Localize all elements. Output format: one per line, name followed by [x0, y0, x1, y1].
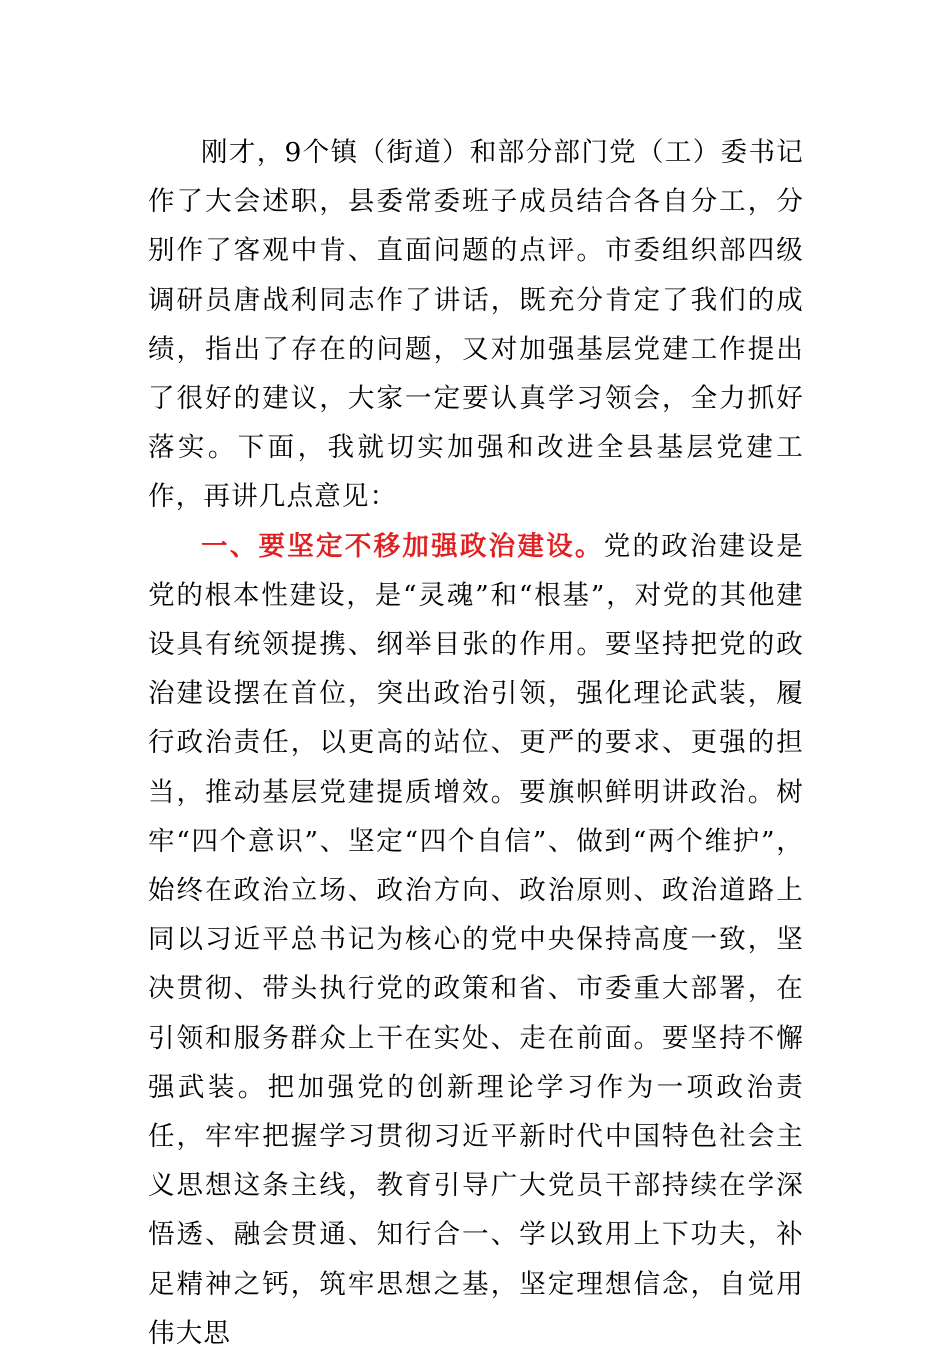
intro-paragraph [148, 128, 804, 522]
section-1-body: 党的政治建设是党的根本性建设，是“灵魂”和“根基”，对党的其他建设具有统领提携、纲举目张的作用。要坚持把党的政治建设摆在首位，突出政治引领，强化理论武装，履行政治责任，以更高的站位、更严的要求、更强的担当，推动基层党建提质增效。要旗帜鲜明讲政治。树牢“四个意识”、坚定“四个自信”、做到“两个维护”，始终在政治立场、政治方向、政治原则、政治道路上同以习近平总书记为核心的党中央保持高度一致，坚决贯彻、带头执行党的政策和省、市委重大部署，在引领和服务群众上干在实处、走在前面。要坚持不懈强武装。把加强党的创新理论学习作为一项政治责任，牢牢把握学习贯彻习近平新时代中国特色社会主义思想这条主线，教育引导广大党员干部持续在学深悟透、融会贯通、知行合一、学以致用上下功夫，补足精神之钙，筑牢思想之基，坚定理想信念，自觉用伟大思 [148, 530, 804, 1349]
section-1-paragraph [148, 522, 804, 1358]
section-1-heading: 一、要坚定不移加强政治建设。 [201, 530, 604, 562]
intro-paragraph-text: 刚才，9个镇（街道）和部分部门党（工）委书记作了大会述职，县委常委班子成员结合各自分工，分别作了客观中肯、直面问题的点评。市委组织部四级调研员唐战利同志作了讲话，既充分肯定了我们的成绩，指出了存在的问题，又对加强基层党建工作提出了很好的建议，大家一定要认真学习领会，全力抓好落实。下面，我就切实加强和改进全县基层党建工作，再讲几点意见： [148, 137, 804, 513]
document-body [148, 128, 804, 1358]
